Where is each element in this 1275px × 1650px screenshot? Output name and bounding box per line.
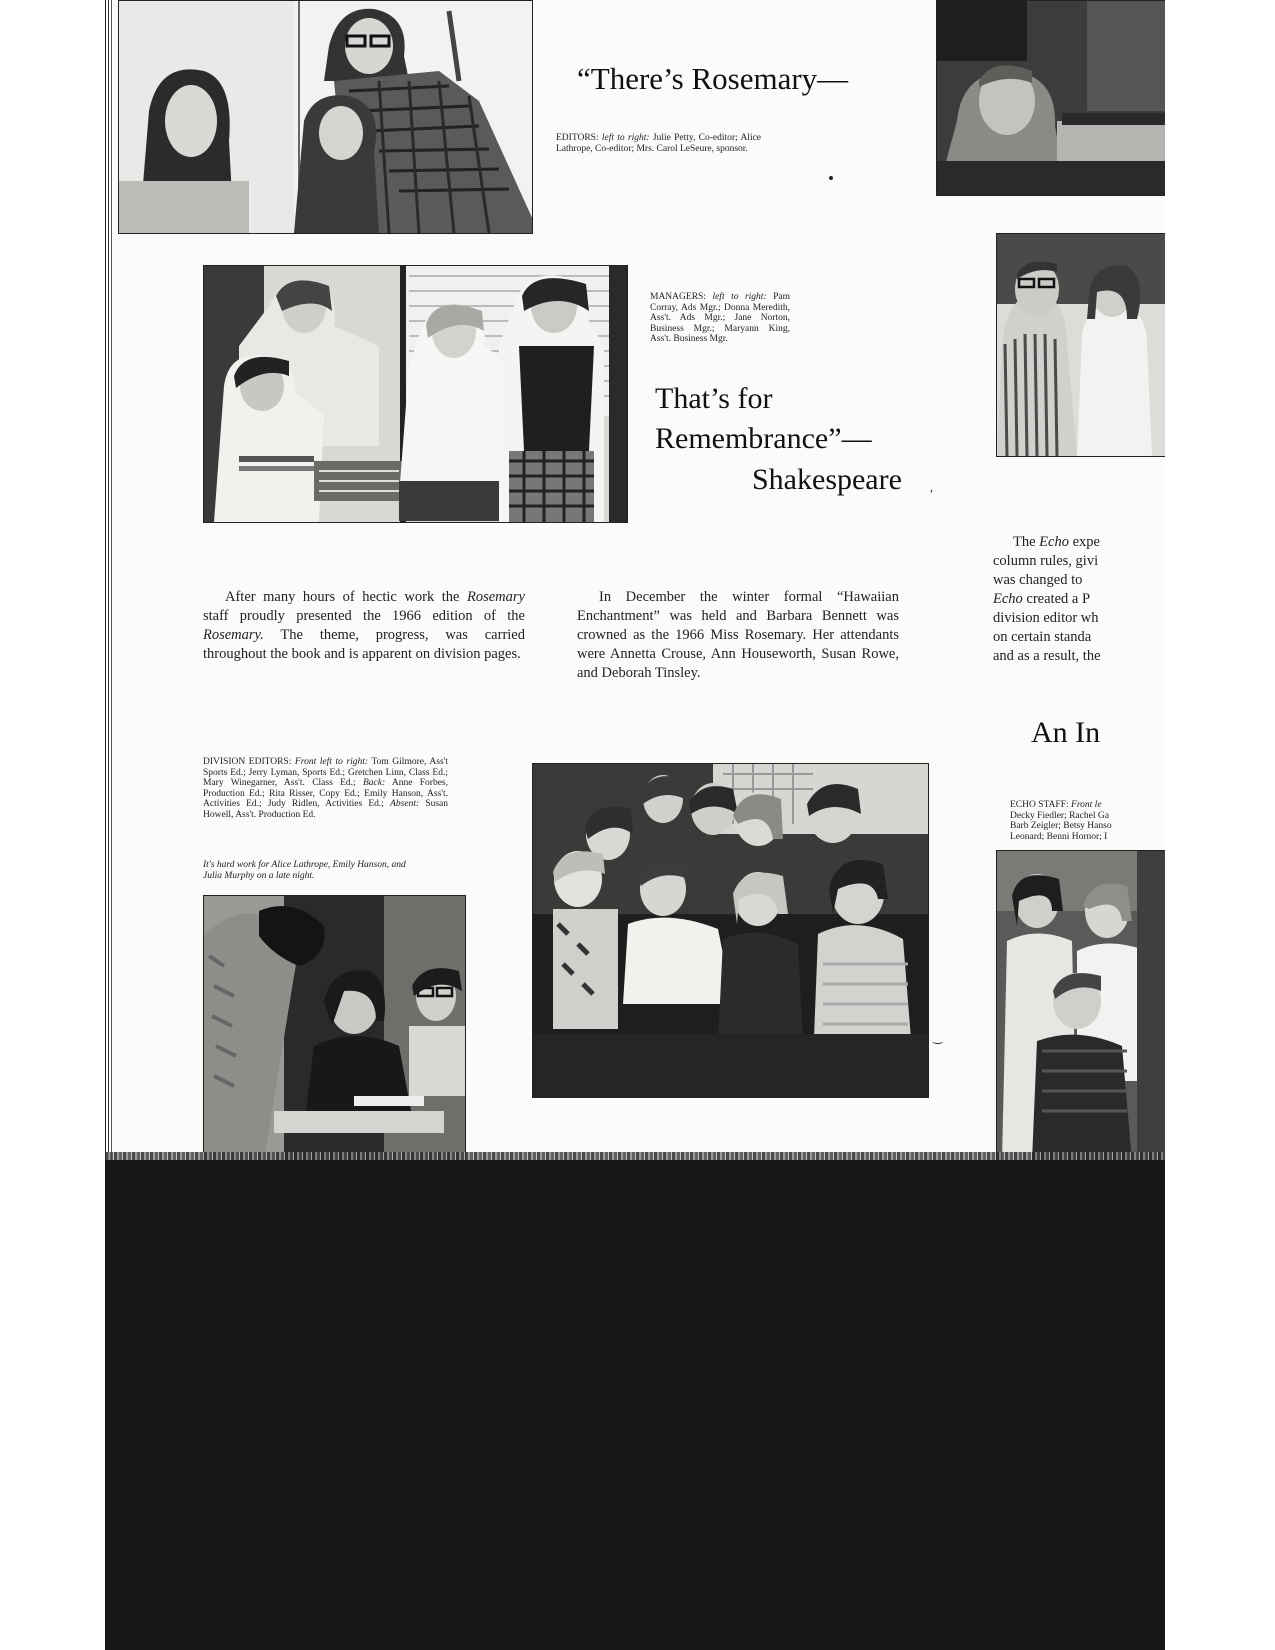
managers-caption <box>650 292 790 345</box>
col3-line4-echo: Echo <box>993 591 1023 607</box>
echo-staff-caption <box>1010 800 1165 842</box>
division-label: DIVISION EDITORS: <box>203 757 292 767</box>
col3-line4-b: created a P <box>1026 591 1091 607</box>
echo-staff-photo <box>996 850 1165 1160</box>
division-back: Back: <box>362 778 386 788</box>
typist-photo <box>936 0 1165 196</box>
managers-label: MANAGERS: <box>650 292 706 302</box>
col3-line1-a: The <box>1013 534 1036 550</box>
division-front: Front left to right: <box>294 757 369 767</box>
headline-thats-for: That’s for <box>655 382 773 415</box>
col1-text-c: The theme, progress, was carried throughout the book and is apparent on division pages. <box>203 627 525 662</box>
headline-shakespeare: Shakespeare <box>752 463 902 496</box>
editors-order: left to right: <box>601 133 650 143</box>
body-column-3 <box>993 533 1165 666</box>
stray-mark-2: ‿ <box>933 1030 943 1044</box>
headline-theres-rosemary: “There’s Rosemary— <box>577 61 849 96</box>
col3-line2: column rules, givi <box>993 553 1099 569</box>
headline-remembrance: Remembrance”— <box>655 422 872 455</box>
echo-line-3: Leonard; Benni Hornor; I <box>1010 831 1108 842</box>
col1-text-a: After many hours of hectic work the <box>225 589 460 605</box>
col3-line1-echo: Echo <box>1039 534 1069 550</box>
yearbook-page <box>105 0 1165 1160</box>
late-night-photo <box>203 895 466 1160</box>
echo-front: Front le <box>1071 800 1102 810</box>
col3-line5: division editor wh <box>993 610 1099 626</box>
col3-line7: and as a result, the <box>993 648 1101 664</box>
late-night-caption: It's hard work for Alice Lathrope, Emily Hanson, and Julia Murphy on a late night. <box>203 860 406 881</box>
col2-text: In December the winter formal “Hawaiian Enchantment” was held and Barbara Bennett was crowned as the 1966 Miss Rosemary. Her attendants were Annetta Crouse, Ann Houseworth, Susan Rowe, and Deborah Tinsley. <box>577 589 899 681</box>
echo-line-2: Barb Zeigler; Betsy Hanso <box>1010 821 1112 831</box>
col1-rosemary-1: Rosemary <box>467 589 525 605</box>
col3-line3: was changed to <box>993 572 1083 588</box>
editors-text: Julie Petty, Co-editor; Alice Lathrope, Co-editor; Mrs. Carol LeSeure, sponsor. <box>556 133 762 154</box>
body-column-2 <box>577 588 899 683</box>
col3-line1-b: expe <box>1072 534 1100 550</box>
division-text-3: Susan Howell, Ass't. Production Ed. <box>203 799 449 820</box>
editors-label: EDITORS: <box>556 133 599 143</box>
body-column-1 <box>203 588 525 664</box>
division-editors-caption <box>203 757 448 820</box>
managers-order: left to right: <box>712 292 767 302</box>
col3-line6: on certain standa <box>993 629 1092 645</box>
managers-photo <box>203 265 628 523</box>
speck <box>829 176 833 180</box>
scan-black-area <box>105 1160 1165 1650</box>
managers-text: Pam Corray, Ads Mgr.; Donna Meredith, Ass't. Ads Mgr.; Jane Norton, Business Mgr.; Maryann King, Ass't. Business Mgr. <box>650 292 790 344</box>
stray-mark: , <box>930 480 933 494</box>
binding-edge <box>105 0 113 1160</box>
headline-an-in: An In <box>1031 716 1101 749</box>
editors-caption <box>556 133 761 154</box>
couple-photo <box>996 233 1165 457</box>
division-text-1: Tom Gilmore, Ass't Sports Ed.; Jerry Lyman, Sports Ed.; Gretchen Linn, Class Ed.; Mary Winegarner, Ass't. Class Ed.; <box>203 757 448 788</box>
col1-rosemary-2: Rosemary. <box>203 627 264 643</box>
echo-line-1: Decky Fiedler; Rachel Ga <box>1010 810 1109 821</box>
division-absent: Absent: <box>390 799 420 809</box>
editors-photo <box>118 0 533 234</box>
division-text-2: Anne Forbes, Production Ed.; Rita Risser, Copy Ed.; Emily Hanson, Ass't. Activities Ed.; Judy Ridlen, Activities Ed.; <box>203 778 448 809</box>
division-editors-photo <box>532 763 929 1098</box>
col1-text-b: staff proudly presented the 1966 edition of the <box>203 608 525 624</box>
echo-label: ECHO STAFF: <box>1010 800 1069 810</box>
